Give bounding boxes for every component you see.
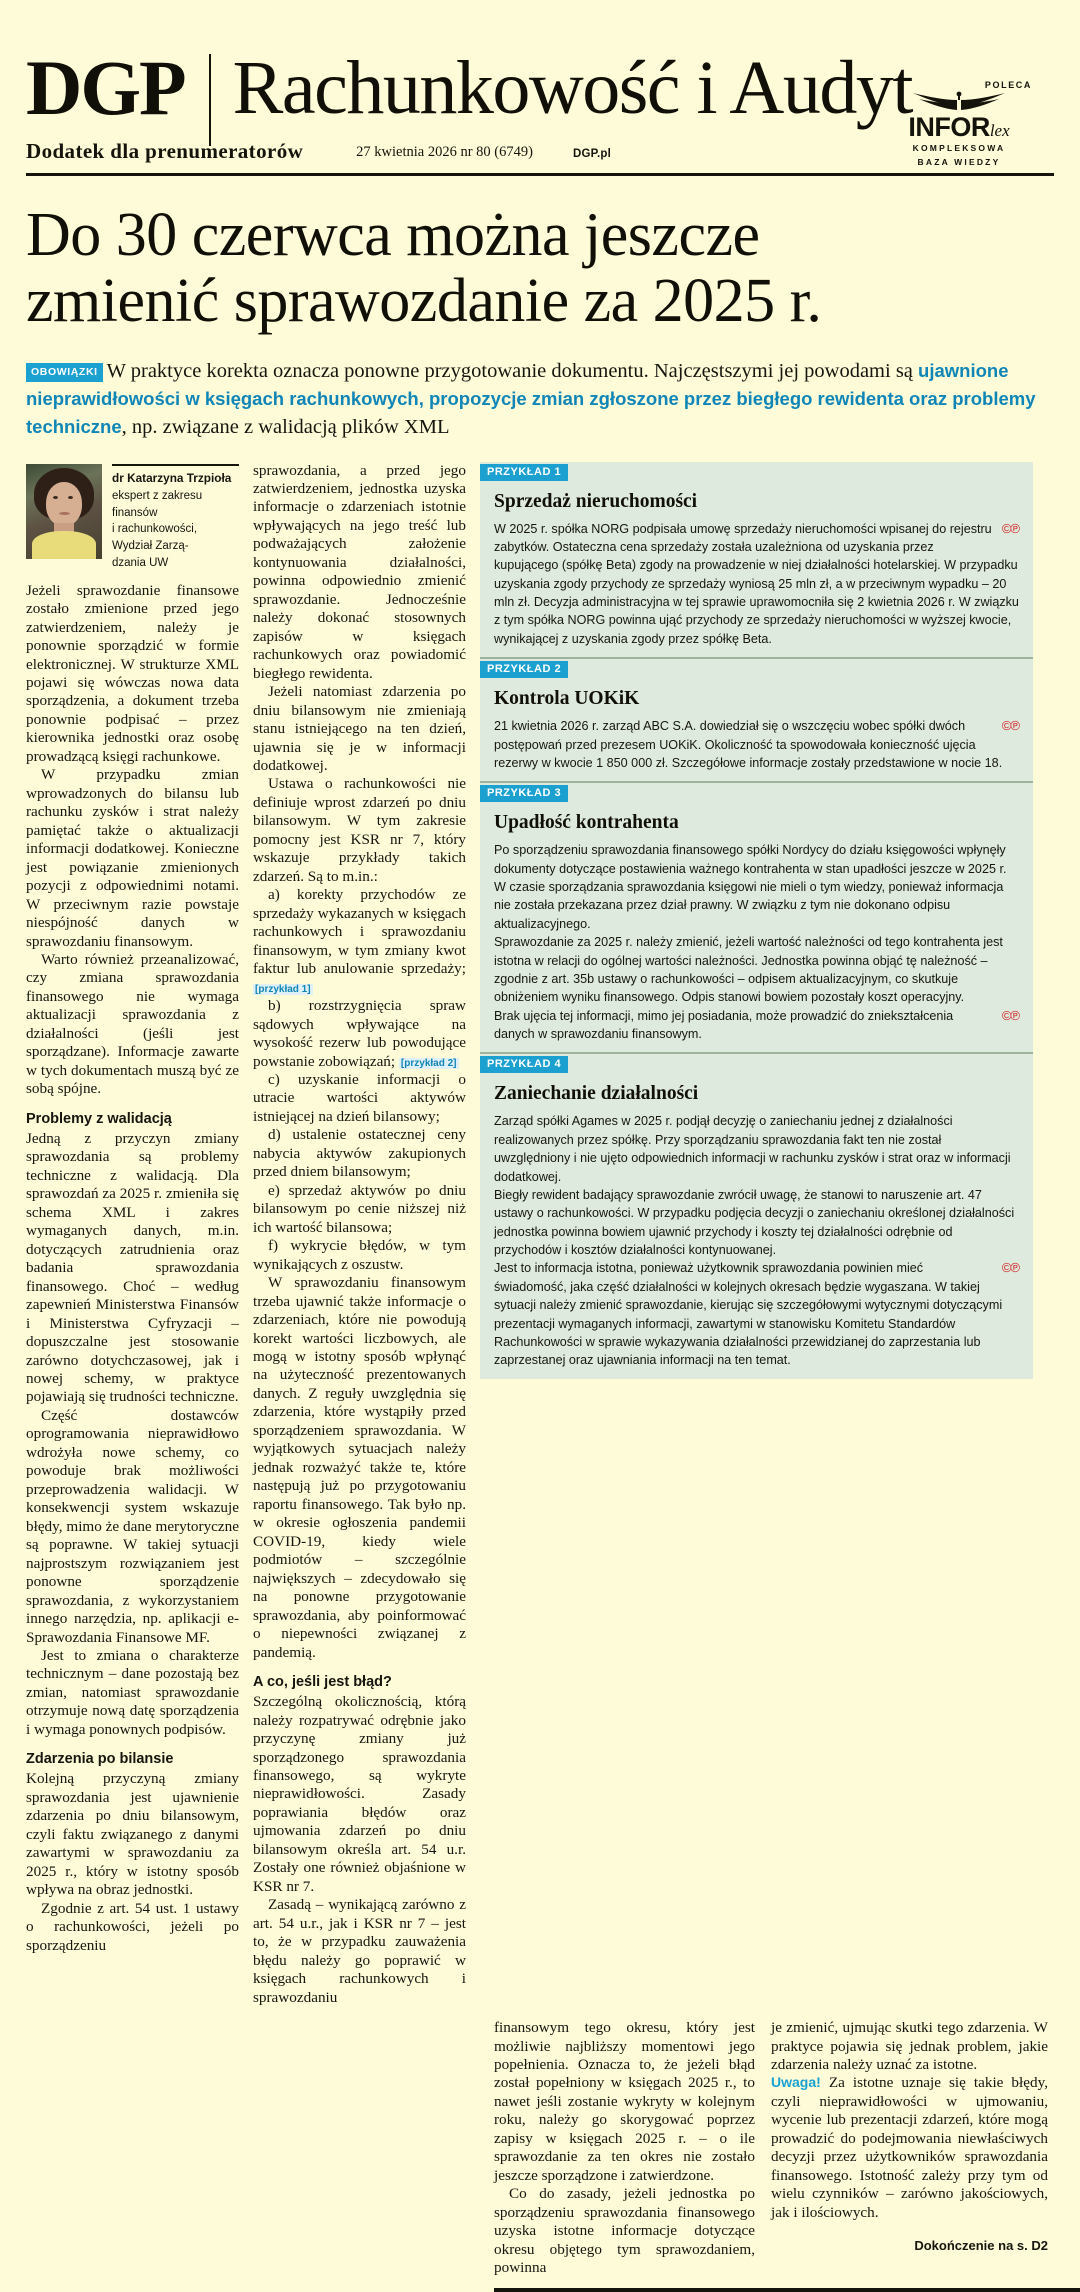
paragraph: finansowym tego okresu, który jest możliwie najbliższy momentowi jego popełnienia. Oznacza to, że jeżeli błąd został popełniony w księgach 2025 r., to nawet jeśli zostanie wykryty w kolejnym roku, należy go skorygować poprzez zapisy w księgach 2025 r. – o ile sprawozdanie za ten okres nie zostało jeszcze sporządzone i zatwierdzone. (494, 2019, 755, 2184)
example-tag-3: PRZYKŁAD 3 (480, 785, 568, 802)
author-desc-1: ekspert z zakresu finansów (112, 489, 203, 519)
uwaga-label: Uwaga! (771, 2074, 821, 2091)
list-item-e: e) sprzedaż aktywów po dniu bilansowym po cenie niższej niż ich wartość bilansowa; (253, 1181, 466, 1236)
example-box-2 (480, 657, 1033, 781)
page-title (26, 202, 1054, 335)
author-box (26, 462, 239, 572)
paragraph (494, 520, 1019, 649)
paragraph: Część dostawców oprogramowania nieprawidłowo wdrożyła nowe schemy, co powoduje brak możliwości przeprowadzenia walidacji. W konsekwencji system wskazuje błędy, mimo że dane merytoryczne są poprawne. W takiej sytuacji najprostszym rozwiązaniem jest ponowne sporządzenie sprawozdania, z wykorzystaniem innego narzędzia, np. aplikacji e-Sprawozdania Finansowe MF. (26, 1406, 239, 1646)
example-text-3 (494, 841, 1019, 1043)
section-heading-zdarzenia: Zdarzenia po bilansie (26, 1751, 174, 1768)
sponsor-name-main: INFOR (908, 112, 990, 143)
bottom-columns (494, 2019, 1054, 2278)
column-3-body (494, 2019, 755, 2278)
sponsor-tagline-1: KOMPLEKSOWA (912, 143, 1006, 154)
list-item-f: f) wykrycie błędów, w tym wynikających z oszustw. (253, 1237, 466, 1273)
paragraph: sprawozdania, a przed jego zatwierdzeniem, jednostka uzyska informacje o zdarzeniach istotnie wpływających na jego treść lub podważających założenie kontynuowania działalności, powinna odpowiednio zmienić sprawozdanie. Jednocześnie należy dokonać stosownych zapisów w księgach rachunkowych oraz powiadomić biegłego rewidenta. (253, 461, 466, 682)
example-box-1 (480, 462, 1033, 658)
example-title-3: Upadłość kontrahenta (494, 812, 679, 834)
paragraph: Biegły rewident badający sprawozdanie zwrócił uwagę, że stanowi to naruszenie art. 47 ustawy o rachunkowości. W przypadku podjęcia decyzji o zaniechaniu określonej działalności jednostka powinna bowiem ujawnić przychody i koszty tej działalności odrębnie od przychodów i kosztów działalności kontynuowanej. (494, 1187, 1015, 1257)
sponsor-tagline-2: BAZA WIEDZY (917, 156, 1001, 167)
lead-highlight: ujawnione nieprawidłowości w księgach rachunkowych, propozycje zmian zgłoszone przez biegłego rewidenta oraz problemy techniczne (26, 359, 1036, 438)
paragraph: W przypadku zmian wprowadzonych do bilansu lub rachunku zysków i strat należy pamiętać także o aktualizacji informacji dodatkowej. Konieczne jest powiązanie zmienionych pozycji z odpowiednimi notami. W przeciwnym razie powstaje niespójność danych w sprawozdaniu finansowym. (26, 766, 239, 950)
example-tag-1: PRZYKŁAD 1 (480, 464, 568, 481)
paragraph: Zgodnie z art. 54 ust. 1 ustawy o rachunkowości, jeżeli po sporządzeniu (26, 1899, 239, 1954)
section-heading-blad: A co, jeśli jest błąd? (253, 1673, 392, 1690)
example-paragraph: W 2025 r. spółka NORG podpisała umowę sprzedaży nieruchomości wpisanej do rejestru zabytków. Ostateczna cena sprzedaży została uzależniona od uzyskania przez kupującego (spółkę Beta) zgody na prowadzenie w niej działalności hotelarskiej. W przypadku uzyskania zgody przychody ze sprzedaży wyniosą 25 mln zł, a w przeciwnym wypadku – 20 mln zł. Decyzja administracyjna w tej sprawie uprawomocniła się 2 kwietnia 2026 r. W związku z tym spółka NORG powinna ująć przychody ze sprzedaży nieruchomości w wyższej kwocie, wynikającej z uzyskania zgody przez spółkę Beta. (494, 521, 1019, 646)
copyright-mark: ©℗ (1001, 1007, 1019, 1023)
author-name: dr Katarzyna Trzpioła (112, 470, 232, 485)
sponsor-name-suffix: lex (989, 121, 1010, 141)
example-text-2 (494, 717, 1019, 772)
list-item-d: d) ustalenie ostatecznej ceny nabycia aktywów zakupionych przed dniem bilansowym; (253, 1126, 466, 1181)
uwaga-text: Za istotne uznaje się takie błędy, czyli nieprawidłowości w ujmowaniu, wycenie lub prezentacji zdarzeń, które mogą prowadzić do podejmowania niewłaściwych decyzji przez użytkowników sprawozdania finansowego. Istotność zależy przy tym od wielu czynników – zarówno jakościowych, jak i ilościowych. (771, 2074, 1048, 2221)
column-1-body (26, 582, 239, 1956)
paragraph: Kolejną przyczyną zmiany sprawozdania jest ujawnienie zdarzenia po dniu bilansowym, czyli faktu związanego z danymi zawartymi w sprawozdaniu za 2025 r., który w istotny sposób wpływa na obraz jednostki. (26, 1770, 239, 1899)
subscriber-line: Dodatek dla prenumeratorów (26, 139, 304, 163)
category-badge: OBOWIĄZKI (26, 363, 103, 382)
paragraph: Jest to zmiana o charakterze technicznym – dane pozostają bez zmian, natomiast sprawozdanie otrzymuje nową datę sporządzenia i wymaga ponownych podpisów. (26, 1647, 239, 1738)
column-3 (494, 2019, 771, 2278)
section-heading-walidacja: Problemy z walidacją (26, 1110, 172, 1127)
example-ref-1[interactable]: [przykład 1] (255, 983, 311, 995)
headline-line-2: zmienić sprawozdanie za 2025 r. (26, 267, 822, 336)
main-content (26, 462, 1054, 2008)
issue-line: 27 kwietnia 2026 nr 80 (6749) (356, 144, 533, 160)
paragraph (494, 1259, 1019, 1369)
supplement-title: Rachunkowość i Audyt (232, 46, 912, 130)
author-meta (112, 464, 239, 572)
paragraph: Ustawa o rachunkowości nie definiuje wprost zdarzeń po dniu bilansowym. W tym zakresie pomocny jest KSR nr 7, który wskazuje przykłady takich zdarzeń. Są to m.in.: (253, 775, 466, 885)
copyright-mark: ©℗ (1001, 718, 1019, 734)
example-tag-4: PRZYKŁAD 4 (480, 1056, 568, 1073)
headline-line-1: Do 30 czerwca można jeszcze (26, 201, 760, 269)
author-desc-3: dzania UW (112, 556, 169, 569)
paragraph: Szczególną okolicznością, którą należy rozpatrywać odrębnie jako przyczynę zmiany już sporządzonego sprawozdania finansowego, są wykryte nieprawidłowości. Zasady poprawiania błędów oraz ujmowania zdarzeń po dniu bilansowym określa art. 54 u.r. Zostały one również objaśnione w KSR nr 7. (253, 1693, 466, 1895)
example-box-4 (480, 1052, 1033, 1378)
paragraph: Sprawozdanie za 2025 r. należy zmienić, jeżeli wartość należności od tego kontrahenta jest istotna w relacji do ogólnej wartości należności. Jednostka powinna objąć tę należność – zgodnie z art. 35b ustawy o rachunkowości – odpisem aktualizacyjnym, co skutkuje obniżeniem wyniku finansowego. Odpis stanowi bowiem pozostały koszt operacyjny. (494, 935, 1003, 1005)
paragraph: W sprawozdaniu finansowym trzeba ujawnić także informacje o zdarzeniach, które nie powodują korekt wartości liczbowych, ale mogą w istotny sposób wpłynąć na użyteczność prezentowanych danych. Z reguły uwzględnia się zdarzenia, które wystąpiły przed sporządzeniem sprawozdania. W wyjątkowych sytuacjach należy jednak rozważyć także te, które następują już po przygotowaniu raportu finansowego. Tak było np. w okresie ogłoszenia pandemii COVID-19, kiedy wiele podmiotów – szczególnie największych – zdecydowało się na ponowne przygotowanie sprawozdania, aby poinformować o niepewności związanej z pandemią. (253, 1274, 466, 1661)
column-1 (26, 462, 253, 2008)
examples-panel (480, 462, 1033, 2008)
example-paragraph: Jest to informacja istotna, ponieważ użytkownik sprawozdania powinien mieć świadomość, jaka część działalności w kolejnych okresach będzie wygaszana. W takiej sytuacji należy zmienić sprawozdanie, kierując się szczegółowymi wytycznymi dotyczącymi prezentacji wymaganych informacji, zawartymi w stanowisku Komitetu Standardów Rachunkowości w sprawie wykazywania działalności przewidzianej do zaprzestania lub zaprzestanej oraz ujawniania informacji na ten temat. (494, 1261, 1003, 1368)
example-title-1: Sprzedaż nieruchomości (494, 490, 698, 512)
list-item-a: a) korekty przychodów ze sprzedaży wykazanych w księgach rachunkowych i sprawozdaniu finansowym, w tym zmiany kwot faktur lub anulowanie sprzedaży; (253, 886, 466, 978)
copyright-mark: ©℗ (1001, 520, 1019, 536)
avatar (26, 464, 102, 559)
paragraph (771, 2074, 1048, 2222)
paragraph: Po sporządzeniu sprawozdania finansowego spółki Nordycy do działu księgowości wpłynęły dokumenty dotyczące postawienia ważnego kontrahenta w stan upadłości jeszcze w 2025 r. W czasie sporządzania sprawozdania księgowi nie mieli o tym wiedzy, ponieważ informacja nie została przekazana przez dział prawny. W związku z tym nie dokonano odpisu aktualizacyjnego. (494, 843, 1007, 931)
site-url: DGP.pl (572, 148, 612, 160)
masthead-rule (26, 173, 1054, 176)
example-paragraph: Brak ujęcia tej informacji, mimo jej posiadania, może prowadzić do zniekształcenia danych w sprawozdaniu finansowym. (494, 1008, 954, 1041)
paragraph: Zasadą – wynikającą zarówno z art. 54 u.r., jak i KSR nr 7 – jest to, że w przypadku zauważenia błędu należy go poprawić w księgach rachunkowych i sprawozdaniu (253, 1896, 466, 2006)
paragraph (253, 997, 466, 1071)
paragraph: Jeżeli sprawozdanie finansowe zostało zmienione przed jego zatwierdzeniem, należy je ponownie sporządzić w formie elektronicznej. W strukturze XML pojawi się wówczas nowa data sporządzenia, a dokument trzeba ponownie podpisać – przez kierownika jednostki oraz osobę prowadzącą księgi rachunkowe. (26, 581, 239, 765)
example-tag-2: PRZYKŁAD 2 (480, 661, 568, 678)
paragraph: Jeżeli natomiast zdarzenia po dniu bilansowym nie zmieniają stanu istniejącego na ten dzień, ujawnia się je w informacji dodatkowej. (253, 683, 466, 774)
column-2-body (253, 462, 466, 2008)
example-text-4 (494, 1112, 1019, 1369)
continuation-note: Dokończenie na s. D2 (914, 2238, 1048, 2254)
paragraph (253, 886, 466, 997)
lead-paragraph (26, 357, 1054, 442)
paragraph (494, 717, 1019, 772)
list-item-b: b) rozstrzygnięcia spraw sądowych wpływające na wysokość rezerw lub powodujące powstanie zobowiązań; (253, 997, 466, 1070)
footer-rule (494, 2288, 1080, 2292)
lead-part-2: , np. związane z walidacją plików XML (121, 416, 450, 439)
paragraph: je zmienić, ujmując skutki tego zdarzenia. W praktyce pojawia się jednak problem, jakie zdarzenia należy uznać za istotne. (771, 2019, 1048, 2073)
example-title-4: Zaniechanie działalności (494, 1083, 699, 1105)
example-ref-2[interactable]: [przykład 2] (400, 1057, 457, 1069)
paragraph: Co do zasady, jeżeli jednostka po sporządzeniu sprawozdania finansowego uzyska istotne informacje dotyczące okresu objętego tym sprawozdaniem, powinna (494, 2185, 755, 2277)
sponsor-name (864, 114, 1054, 141)
column-4 (771, 2019, 1048, 2278)
lead-part-1: W praktyce korekta oznacza ponowne przygotowanie dokumentu. Najczęstszymi jej powodami są (106, 359, 919, 382)
paragraph: Jedną z przyczyn zmiany sprawozdania są problemy techniczne z walidacją. Dla sprawozdań za 2025 r. zmieniła się schema XML i zakres wymaganych danych, m.in. dotyczących zatrudnienia oraz badania sprawozdania finansowego. Choć – według zapewnień Ministerstwa Finansów i Ministerstwa Cyfryzacji – dopuszczalne jest stosowanie zarówno dotychczasowej, jak i nowej schemy, w praktyce pojawiają się trudności techniczne. (26, 1129, 239, 1406)
brand-logo: DGP (26, 44, 185, 131)
sponsor-poleca-label: POLECA (984, 80, 1032, 91)
column-4-body (771, 2019, 1048, 2222)
list-item-c: c) uzyskanie informacji o utracie wartości aktywów istniejącej na dzień bilansowy; (253, 1070, 466, 1125)
paragraph: Zarząd spółki Agames w 2025 r. podjął decyzję o zaniechaniu jednej z działalności realizowanych przez spółkę. Przy sporządzaniu sprawozdania fakt ten nie został uwzględniony i nie ujęto odpowiednich informacji w rachunku zysków i strat oraz w informacji dodatkowej. (494, 1114, 1011, 1184)
example-paragraph: 21 kwietnia 2026 r. zarząd ABC S.A. dowiedział się o wszczęciu wobec spółki dwóch postępowań przed prezesem UOKiK. Okoliczność ta spowodowała konieczność ujęcia rezerwy w kwocie 1 850 000 zł. Szczegółowe informacje zostały przedstawione w nocie 18. (494, 719, 1003, 770)
copyright-mark: ©℗ (1001, 1260, 1019, 1276)
paragraph (494, 1007, 1019, 1044)
column-2 (253, 462, 480, 2008)
paragraph: Warto również przeanalizować, czy zmiana sprawozdania finansowego nie wymaga aktualizacji sprawozdania z działalności (jeśli jest sporządzane). Informacje zawarte w tych dokumentach muszą być ze sobą spójne. (26, 951, 239, 1098)
sponsor-logo (864, 80, 1054, 168)
example-box-3 (480, 781, 1033, 1052)
example-text-1 (494, 520, 1019, 649)
author-desc-2: i rachunkowości, Wydział Zarzą- (112, 523, 198, 553)
example-title-2: Kontrola UOKiK (494, 688, 640, 710)
